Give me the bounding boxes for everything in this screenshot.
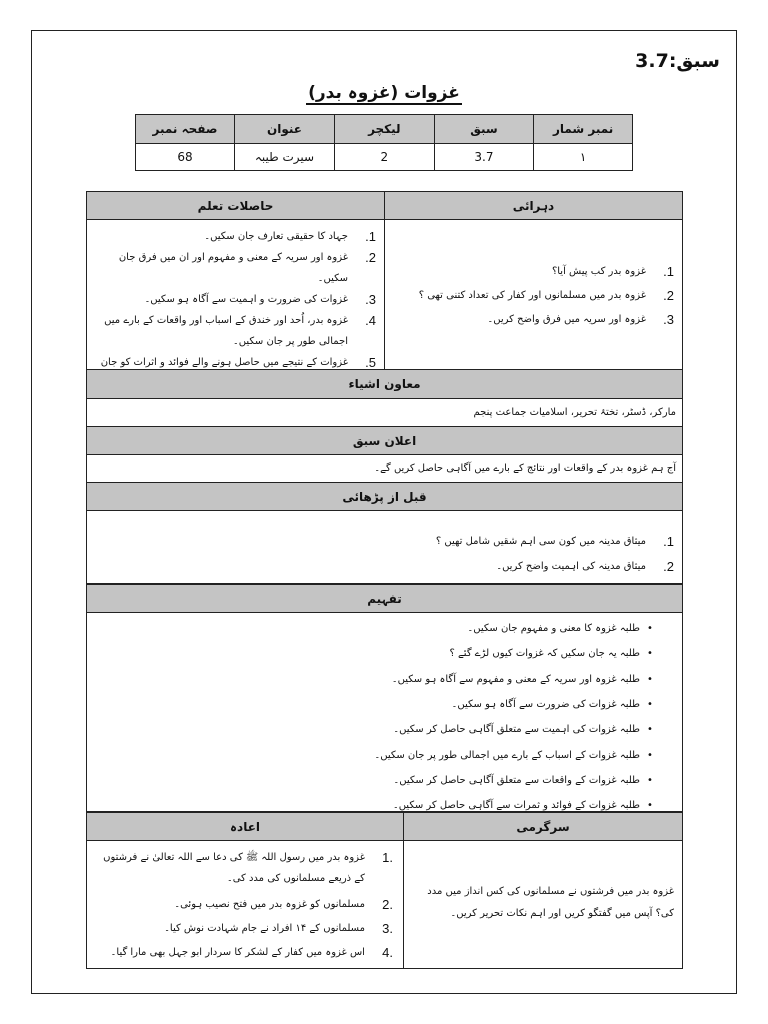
materials-text: مارکر، ڈسٹر، تختۂ تحریر، اسلامیات جماعت پنجم [86, 399, 683, 427]
understanding-list [95, 616, 660, 818]
info-header-lecture: لیکچر [334, 115, 434, 144]
announcement-heading: اعلان سبق [86, 426, 683, 455]
understanding-box [86, 613, 683, 812]
info-header-row [136, 115, 633, 144]
understanding-heading: تفہیم [86, 584, 683, 613]
announcement-section [86, 426, 683, 483]
list-item: 2. غزوہ بدر میں مسلمانوں اور کفار کی تعداد کتنی تھی ؟ [418, 288, 674, 303]
list-item: • طلبہ غزوات کی اہمیت سے متعلق آگاہی حاصل کر سکیں۔ [393, 724, 653, 736]
info-header-lesson: سبق [434, 115, 534, 144]
info-serial: ۱ [534, 144, 633, 171]
list-item: 4. غزوہ بدر، اُحد اور خندق کے اسباب اور واقعات کے بارے میں اجمالی طور پر جان سکیں۔ [104, 313, 376, 347]
info-value-row [136, 144, 633, 171]
review-outcomes-header [86, 191, 683, 220]
info-lesson: 3.7 [434, 144, 534, 171]
info-header-topic: عنوان [235, 115, 335, 144]
recap-box [87, 841, 404, 968]
outcomes-heading: حاصلات تعلم [86, 191, 385, 220]
lesson-title [0, 82, 768, 103]
review-heading: دہرائی [385, 191, 683, 220]
announcement-text: آج ہم غزوہ بدر کے واقعات اور نتائج کے بارے میں آگاہی حاصل کریں گے۔ [86, 455, 683, 483]
materials-heading: معاون اشیاء [86, 370, 683, 399]
pre-reading-box [86, 511, 683, 584]
list-item: • طلبہ غزوہ اور سریہ کے معنی و مفہوم سے آگاہ ہو سکیں۔ [391, 673, 653, 685]
list-item: .4 اس غزوہ میں کفار کے لشکر کا سردار ابو جہل بھی مارا گیا۔ [110, 945, 393, 960]
list-item: 3. غزوہ اور سریہ میں فرق واضح کریں۔ [487, 312, 674, 327]
pre-reading-section [86, 482, 683, 584]
list-item: .1 غزوہ بدر میں رسول اللہ ﷺ کی دعا سے اللہ تعالیٰ نے فرشتوں کے ذریعے مسلمانوں کی مدد کی۔ [103, 850, 393, 884]
list-item: 1. جہاد کا حقیقی تعارف جان سکیں۔ [204, 229, 376, 244]
lesson-title-text: غزوات (غزوہ بدر) [308, 83, 460, 103]
lesson-number: سبق:3.7 [635, 50, 720, 72]
review-outcomes-body [86, 220, 683, 370]
outcomes-box [87, 220, 385, 369]
review-list [393, 260, 674, 332]
list-item: 5. غزوات کے نتیجے میں حاصل ہونے والے فوائد و اثرات کو جان [100, 355, 376, 370]
recap-heading: اعادہ [86, 812, 404, 841]
list-item: 2. غزوہ اور سریہ کے معنی و مفہوم اور ان میں فرق جان سکیں۔ [118, 250, 376, 284]
list-item: • طلبہ غزوات کی ضرورت سے آگاہ ہو سکیں۔ [451, 699, 653, 711]
list-item: 1. غزوہ بدر کب پیش آیا؟ [551, 264, 674, 279]
list-item: .3 مسلمانوں کے ۱۴ افراد نے جام شہادت نوش کیا۔ [164, 921, 393, 936]
materials-section [86, 370, 683, 427]
list-item: • طلبہ غزوات کے فوائد و ثمرات سے آگاہی حاصل کر سکیں۔ [392, 800, 653, 812]
pre-reading-heading: قبل از پڑھائی [86, 482, 683, 511]
list-item: • طلبہ غزوات کے واقعات سے متعلق آگاہی حاصل کر سکیں۔ [393, 774, 653, 786]
recap-list [97, 847, 393, 963]
activity-recap-body [86, 841, 683, 969]
review-box [385, 220, 682, 369]
outcomes-list [95, 226, 376, 394]
list-item: .2 مسلمانوں کو غزوہ بدر میں فتح نصیب ہوئی۔ [174, 897, 393, 912]
list-item: 3. غزوات کی ضرورت و اہمیت سے آگاہ ہو سکیں۔ [144, 292, 376, 307]
info-page: 68 [136, 144, 235, 171]
activity-recap-header [86, 812, 683, 841]
list-item: • طلبہ غزوہ کا معنی و مفہوم جان سکیں۔ [467, 623, 653, 635]
lesson-info-table [135, 114, 633, 171]
list-item: 1. میثاق مدینہ میں کون سی اہم شقیں شامل تھیں ؟ [435, 534, 674, 549]
info-header-page: صفحہ نمبر [136, 115, 235, 144]
list-item: 2. میثاق مدینہ کی اہمیت واضح کریں۔ [496, 559, 674, 574]
activity-heading: سرگرمی [404, 812, 683, 841]
info-topic: سیرت طیبہ [235, 144, 335, 171]
info-header-serial: نمبر شمار [534, 115, 633, 144]
info-lecture: 2 [334, 144, 434, 171]
list-item: • طلبہ یہ جان سکیں کہ غزوات کیوں لڑے گئے ؟ [449, 648, 653, 660]
activity-text: غزوہ بدر میں فرشتوں نے مسلمانوں کی کس انداز میں مدد کی؟ آپس میں گفتگو کریں اور اہم نکات تحریر کریں۔ [427, 886, 674, 919]
list-item: • طلبہ غزوات کے اسباب کے بارے میں اجمالی طور پر جان سکیں۔ [374, 749, 653, 761]
understanding-section [86, 584, 683, 812]
